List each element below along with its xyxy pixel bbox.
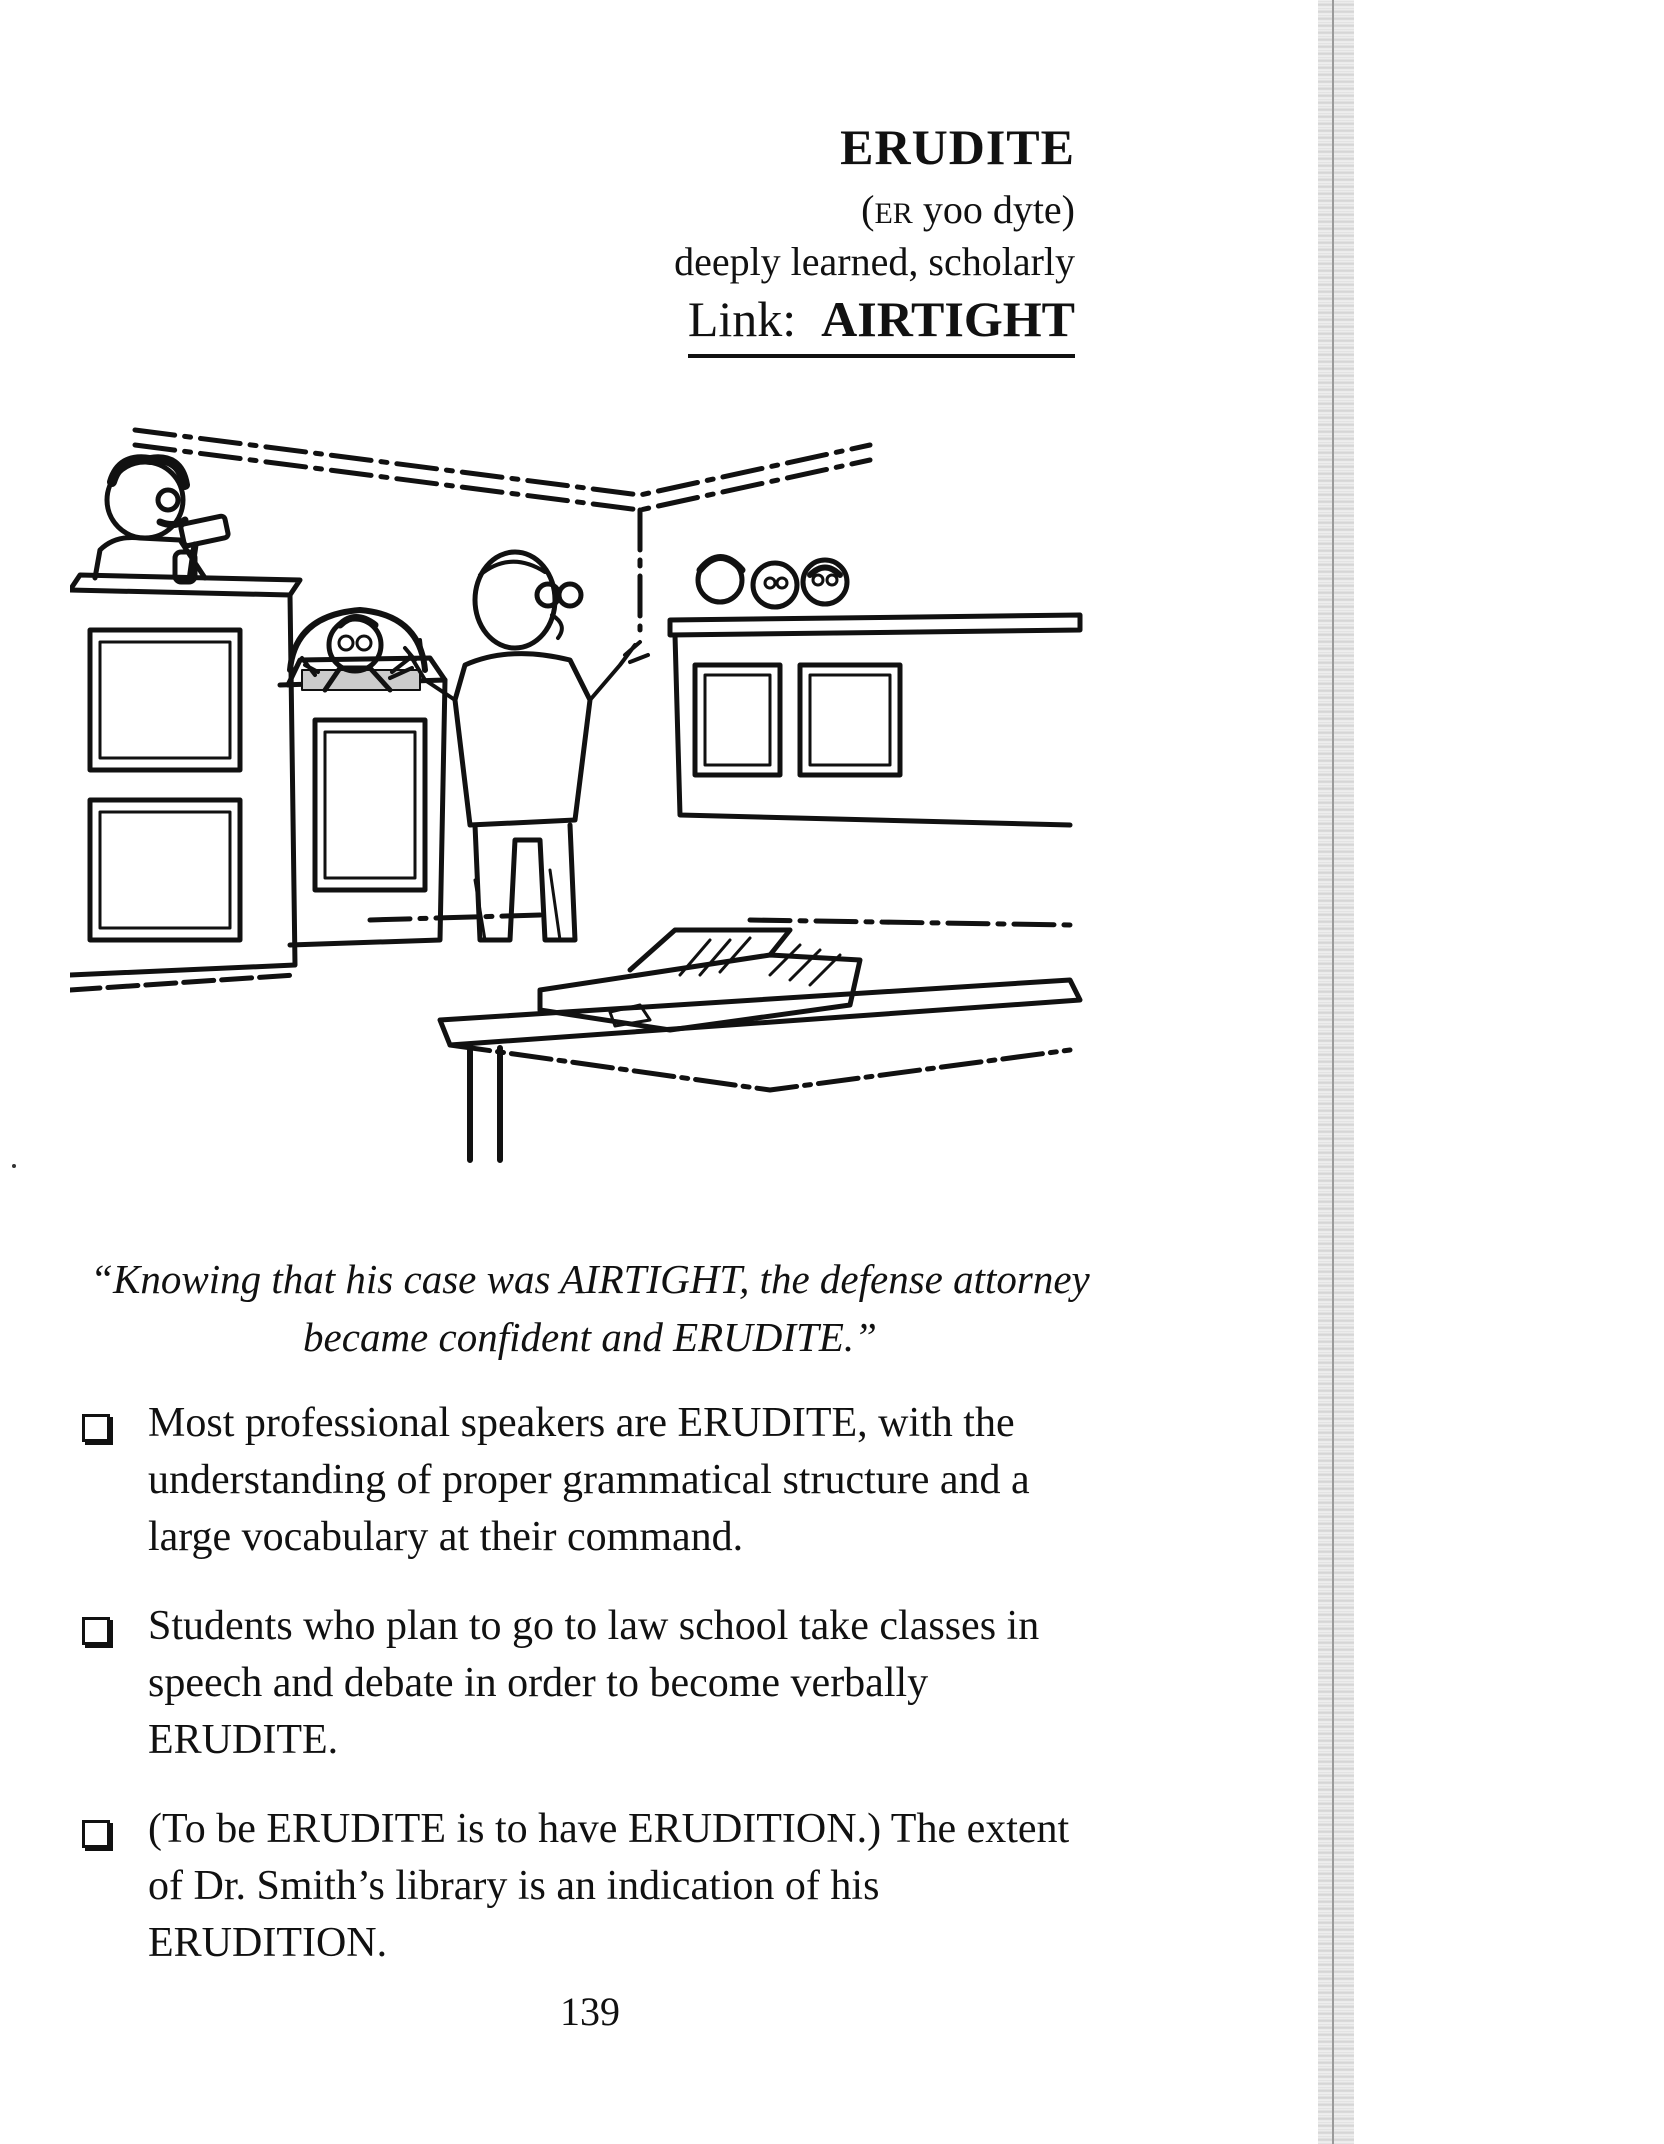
page-edge-line (1332, 0, 1334, 2144)
cartoon-caption: “Knowing that his case was AIRTIGHT, the defense attorney became confident and ERUDITE.” (90, 1256, 1090, 1360)
list-item (78, 1598, 1098, 1769)
speck (12, 1164, 16, 1168)
pron-rest: yoo dyte) (912, 187, 1075, 232)
list-item (78, 1801, 1098, 1972)
example-text: (To be ERUDITE is to have ERUDITION.) The extent of Dr. Smith’s library is an indication of his ERUDITION. (148, 1806, 1070, 1966)
checkbox-bullet-icon (82, 1414, 110, 1442)
courtroom-walls (135, 430, 1070, 925)
link-label: Link: (687, 291, 797, 347)
book-spine-shadow (1318, 0, 1354, 2144)
defense-table (440, 980, 1080, 1160)
link-word: AIRTIGHT (821, 291, 1075, 347)
jurors (698, 558, 847, 608)
briefcase (540, 930, 860, 1030)
pron-open: ( (861, 187, 875, 232)
judge-bench (70, 575, 300, 990)
list-item (78, 1395, 1098, 1566)
page-number: 139 (560, 1989, 620, 2034)
checkbox-bullet-icon (82, 1617, 110, 1645)
judge (95, 459, 229, 582)
pron-stress: ER (874, 197, 913, 230)
example-text: Students who plan to go to law school take classes in speech and debate in order to become verbally ERUDITE. (148, 1603, 1040, 1763)
example-text: Most professional speakers are ERUDITE, with the understanding of proper grammatical structure and a large vocabulary at their command. (148, 1400, 1030, 1560)
link-line (688, 290, 1075, 358)
courtroom-cartoon-icon (70, 400, 1090, 1240)
jury-box (670, 615, 1080, 825)
entry-word: ERUDITE (840, 119, 1075, 175)
pronunciation (861, 186, 1075, 233)
definition: deeply learned, scholarly (674, 239, 1075, 284)
checkbox-bullet-icon (82, 1820, 110, 1848)
example-list (78, 1395, 1098, 2004)
